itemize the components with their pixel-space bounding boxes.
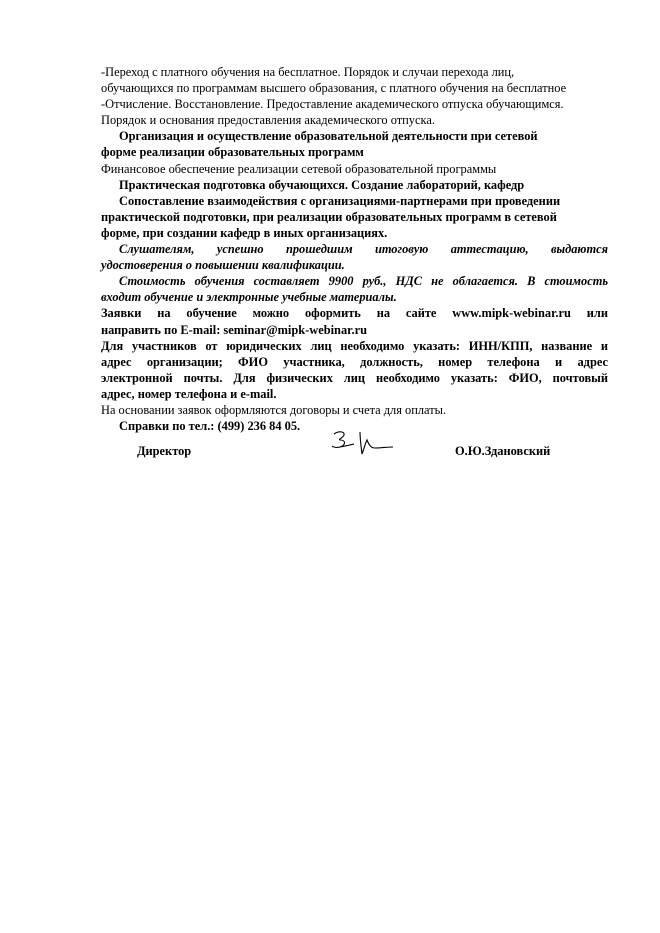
paragraph-line: обучающихся по программам высшего образования, с платного обучения на бесплатное bbox=[101, 81, 567, 96]
requirements-line: электронной почты. Для физических лиц необходимо указать: ФИО, почтовый bbox=[101, 370, 608, 385]
handwritten-signature bbox=[327, 428, 397, 464]
requirements-line: Для участников от юридических лиц необходимо указать: ИНН/КПП, название и bbox=[101, 338, 608, 353]
paragraph-line: -Отчисление. Восстановление. Предоставление академического отпуска обучающимся. bbox=[101, 97, 564, 112]
certificate-note-line: удостоверения о повышении квалификации. bbox=[101, 258, 345, 273]
section-heading-line: Практическая подготовка обучающихся. Создание лабораторий, кафедр bbox=[119, 177, 525, 192]
director-name: О.Ю.Здановский bbox=[455, 444, 551, 458]
paragraph-line: -Переход с платного обучения на бесплатное. Порядок и случаи перехода лиц, bbox=[101, 65, 515, 79]
section-heading-line: Сопоставление взаимодействия с организациями-партнерами при проведении bbox=[119, 193, 561, 208]
paragraph-line: На основании заявок оформляются договоры и счета для оплаты. bbox=[101, 402, 447, 417]
section-heading-line: практической подготовки, при реализации образовательных программ в сетевой bbox=[101, 209, 557, 224]
contact-phone-line: Справки по тел.: (499) 236 84 05. bbox=[119, 419, 301, 434]
document-body bbox=[101, 64, 608, 434]
registration-line: направить по E-mail: seminar@mipk-webinar.ru bbox=[101, 322, 367, 337]
requirements-line: адрес, номер телефона и e-mail. bbox=[101, 386, 277, 401]
price-note-line: Стоимость обучения составляет 9900 руб., НДС не облагается. В стоимость bbox=[119, 274, 608, 289]
paragraph-line: Порядок и основания предоставления академического отпуска. bbox=[101, 113, 435, 128]
director-title: Директор bbox=[137, 444, 192, 458]
signature-block bbox=[0, 428, 660, 468]
requirements-line: адрес организации; ФИО участника, должность, номер телефона и адрес bbox=[101, 354, 608, 369]
section-heading-line: форме, при создании кафедр в иных организациях. bbox=[101, 225, 388, 240]
section-heading-line: форме реализации образовательных программ bbox=[101, 145, 364, 160]
registration-line: Заявки на обучение можно оформить на сайте www.mipk-webinar.ru или bbox=[101, 306, 608, 321]
section-heading-line: Организация и осуществление образовательной деятельности при сетевой bbox=[119, 129, 538, 144]
price-note-line: входит обучение и электронные учебные материалы. bbox=[101, 290, 397, 305]
certificate-note-line: Слушателям, успешно прошедшим итоговую аттестацию, выдаются bbox=[119, 242, 608, 257]
paragraph-line: Финансовое обеспечение реализации сетевой образовательной программы bbox=[101, 161, 497, 176]
